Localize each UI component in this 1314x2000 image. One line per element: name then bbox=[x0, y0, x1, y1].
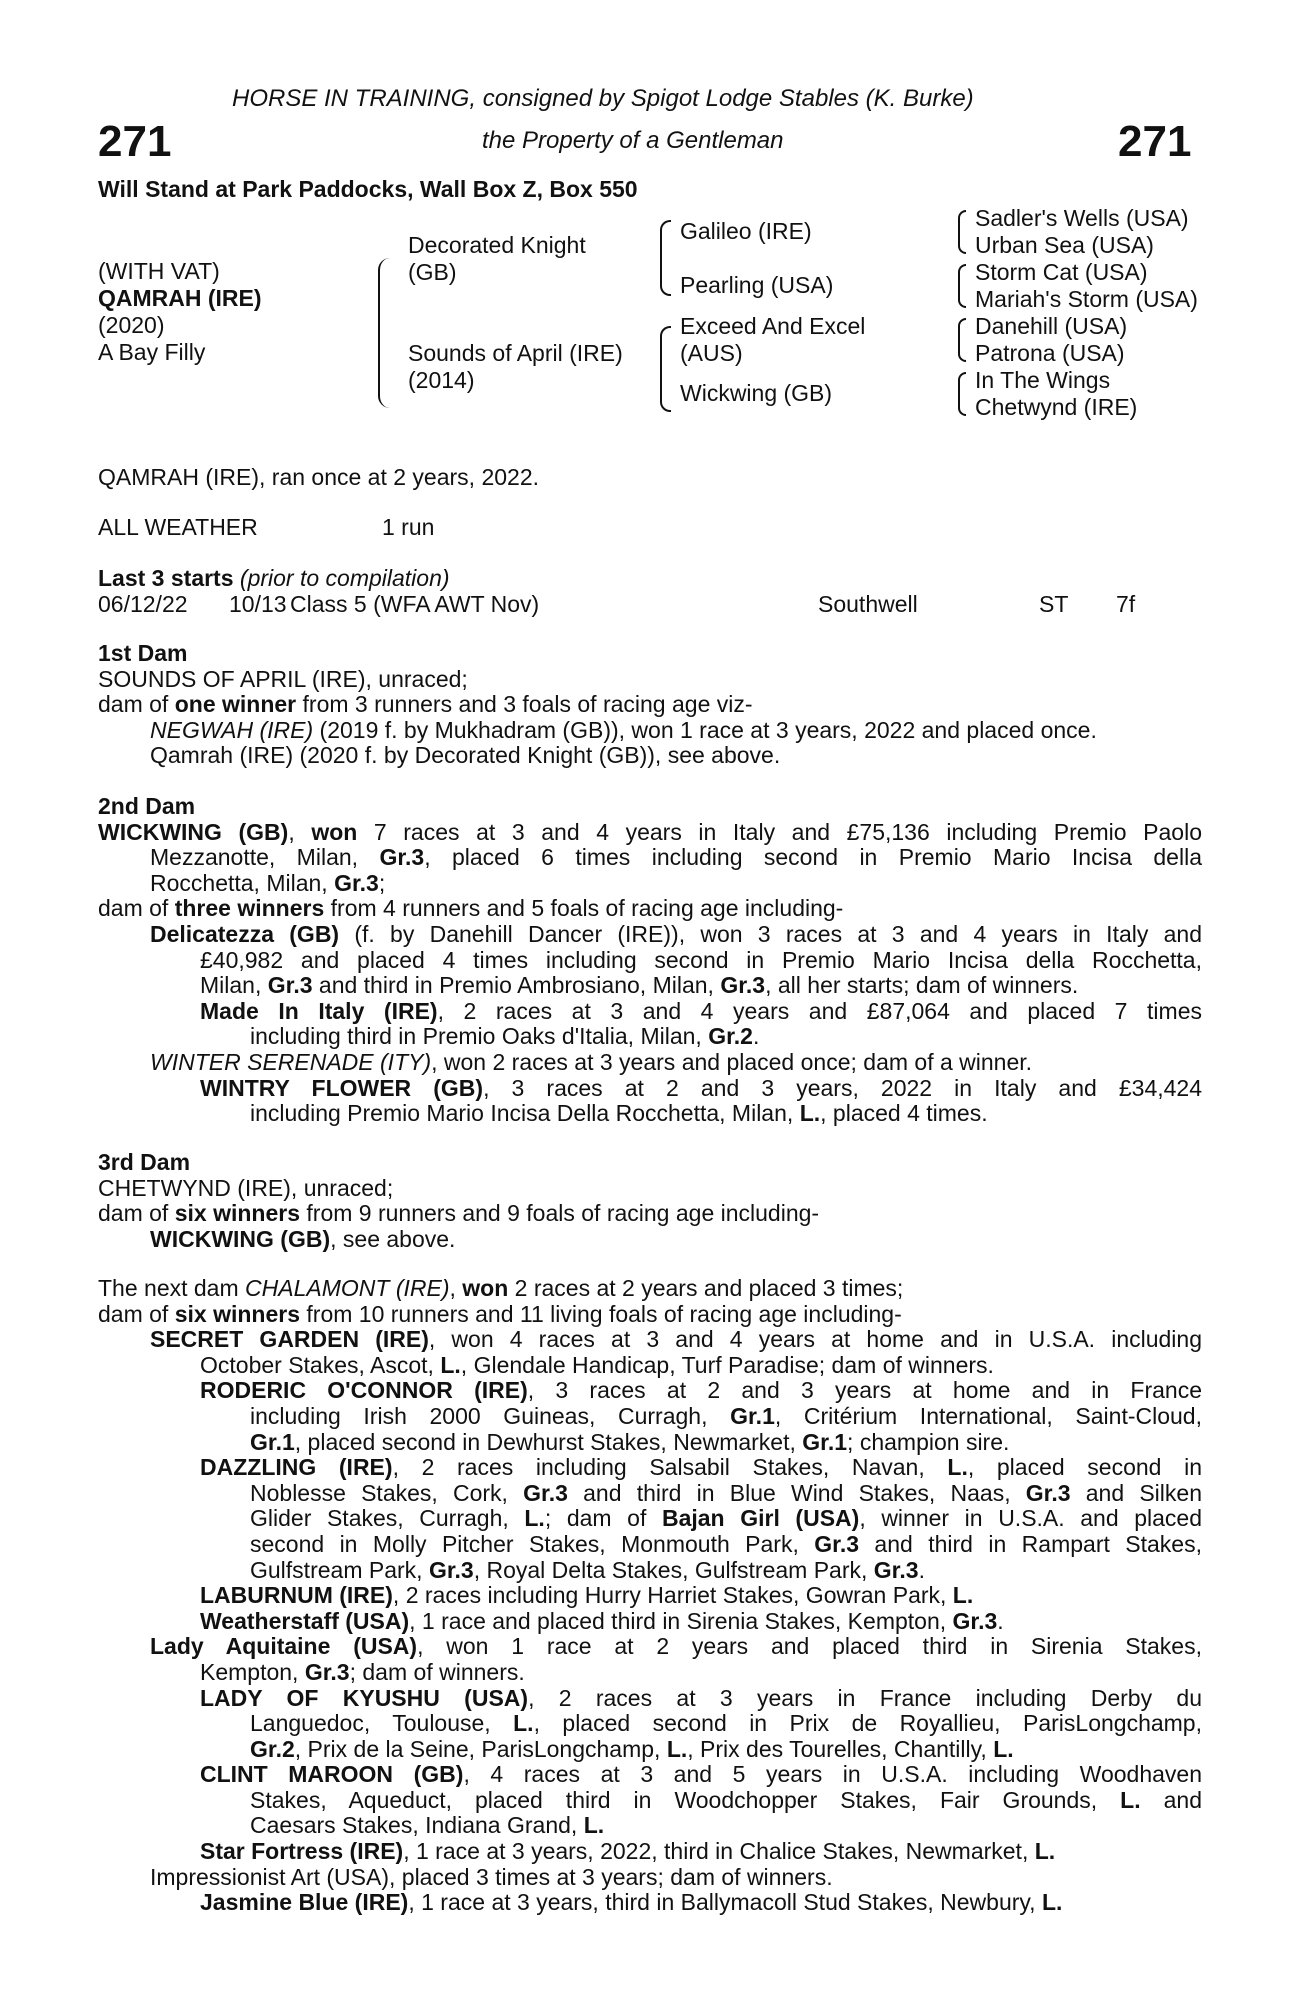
next-dam-produce-line: dam of six winners from 10 runners and 11 living foals of racing age including- bbox=[98, 1300, 902, 1327]
surface-label: ALL WEATHER bbox=[98, 514, 258, 540]
dam-dam: Wickwing (GB) bbox=[680, 380, 833, 406]
first-dam-produce-line: dam of one winner from 3 runners and 3 foals of racing age viz- bbox=[98, 691, 753, 718]
start-position: 10/13 bbox=[229, 591, 287, 617]
roderic-line-1: RODERIC O'CONNOR (IRE), 3 races at 2 and 3 years at home and in France bbox=[200, 1377, 1202, 1404]
last-starts-label: Last 3 starts bbox=[98, 565, 234, 591]
lot-number-right: 271 bbox=[1118, 117, 1192, 166]
secret-garden-line-1: SECRET GARDEN (IRE), won 4 races at 3 and 4 years at home and in U.S.A. including bbox=[150, 1326, 1202, 1353]
pedigree-gen3-6: Patrona (USA) bbox=[975, 340, 1125, 366]
pedigree-gen3-2: Urban Sea (USA) bbox=[975, 232, 1154, 258]
made-in-italy-line-2: including third in Premio Oaks d'Italia, Milan, Gr.2. bbox=[250, 1023, 760, 1050]
pedigree-brace-main bbox=[378, 258, 394, 408]
delicatezza-line-1: Delicatezza (GB) (f. by Danehill Dancer (IRE)), won 3 races at 3 and 4 years in Italy and bbox=[150, 920, 1203, 947]
first-dam-title: 1st Dam bbox=[98, 640, 188, 666]
second-dam-line-2: Mezzanotte, Milan, Gr.3, placed 6 times including second in Premio Mario Incisa della bbox=[150, 844, 1202, 871]
pedigree-gen3-7: In The Wings bbox=[975, 367, 1111, 393]
pedigree-gen3-3: Storm Cat (USA) bbox=[975, 259, 1148, 285]
lady-of-kyushu-line-1: LADY OF KYUSHU (USA), 2 races at 3 years in France including Derby du bbox=[200, 1684, 1202, 1711]
pedigree-brace-sire bbox=[660, 220, 671, 296]
lady-of-kyushu-line-2: Languedoc, Toulouse, L., placed second in Prix de Royallieu, ParisLongchamp, bbox=[250, 1710, 1202, 1737]
sire-line1: Decorated Knight bbox=[408, 232, 586, 258]
second-dam-title: 2nd Dam bbox=[98, 793, 196, 819]
third-dam-foal-line: WICKWING (GB), see above. bbox=[150, 1225, 456, 1252]
roderic-line-3: Gr.1, placed second in Dewhurst Stakes, Newmarket, Gr.1; champion sire. bbox=[250, 1428, 1010, 1455]
lady-aquitaine-line-1: Lady Aquitaine (USA), won 1 race at 2 years and placed third in Sirenia Stakes, bbox=[150, 1633, 1202, 1660]
wintry-flower-line-1: WINTRY FLOWER (GB), 3 races at 2 and 3 years, 2022 in Italy and £34,424 bbox=[200, 1074, 1203, 1101]
horse-name: QAMRAH (IRE) bbox=[98, 285, 262, 311]
dam-line2: (2014) bbox=[408, 367, 475, 393]
impressionist-art-line: Impressionist Art (USA), placed 3 times at 3 years; dam of winners. bbox=[150, 1863, 833, 1890]
wintry-flower-line-2: including Premio Mario Incisa Della Rocchetta, Milan, L., placed 4 times. bbox=[250, 1100, 988, 1127]
consignor-line: HORSE IN TRAINING, consigned by Spigot Lodge Stables (K. Burke) bbox=[232, 85, 974, 112]
start-class: Class 5 (WFA AWT Nov) bbox=[290, 591, 540, 617]
last-starts-note: (prior to compilation) bbox=[239, 565, 450, 591]
pedigree-brace-g1 bbox=[958, 210, 966, 254]
last-starts-heading bbox=[98, 565, 450, 591]
second-dam-section bbox=[98, 794, 1202, 1127]
second-dam-line-3: Rocchetta, Milan, Gr.3; bbox=[150, 869, 386, 896]
dam-sire-line1: Exceed And Excel bbox=[680, 313, 866, 339]
delicatezza-line-2: £40,982 and placed 4 times including second in Premio Mario Incisa della Rocchetta, bbox=[200, 946, 1202, 973]
secret-garden-line-2: October Stakes, Ascot, L., Glendale Handicap, Turf Paradise; dam of winners. bbox=[200, 1351, 994, 1378]
sire-sire: Galileo (IRE) bbox=[680, 218, 812, 244]
second-dam-produce-line: dam of three winners from 4 runners and 5 foals of racing age including- bbox=[98, 895, 844, 922]
horse-year: (2020) bbox=[98, 312, 165, 338]
first-dam-foal-2: Qamrah (IRE) (2020 f. by Decorated Knight (GB)), see above. bbox=[150, 742, 781, 769]
first-dam-section bbox=[98, 641, 1202, 769]
pedigree-gen3-1: Sadler's Wells (USA) bbox=[975, 205, 1189, 231]
weatherstaff-line: Weatherstaff (USA), 1 race and placed third in Sirenia Stakes, Kempton, Gr.3. bbox=[200, 1607, 1004, 1634]
location-line: Will Stand at Park Paddocks, Wall Box Z, Box 550 bbox=[98, 176, 638, 202]
dam-line1: Sounds of April (IRE) bbox=[408, 340, 623, 366]
third-dam-section bbox=[98, 1150, 1202, 1252]
surface-runs: 1 run bbox=[382, 514, 435, 540]
star-fortress-line: Star Fortress (IRE), 1 race at 3 years, 2022, third in Chalice Stakes, Newmarket, L. bbox=[200, 1838, 1056, 1865]
start-date: 06/12/22 bbox=[98, 591, 188, 617]
start-distance: 7f bbox=[1116, 591, 1136, 617]
pedigree-brace-g3 bbox=[958, 318, 966, 362]
pedigree-brace-g2 bbox=[958, 264, 966, 308]
dazzling-line-5: Gulfstream Park, Gr.3, Royal Delta Stakes, Gulfstream Park, Gr.3. bbox=[250, 1556, 925, 1583]
dazzling-line-1: DAZZLING (IRE), 2 races including Salsabil Stakes, Navan, L., placed second in bbox=[200, 1454, 1202, 1481]
pedigree-gen3-5: Danehill (USA) bbox=[975, 313, 1128, 339]
start-going: ST bbox=[1039, 591, 1069, 617]
next-dam-line: The next dam CHALAMONT (IRE), won 2 races at 2 years and placed 3 times; bbox=[98, 1275, 904, 1301]
clint-maroon-line-1: CLINT MAROON (GB), 4 races at 3 and 5 years in U.S.A. including Woodhaven bbox=[200, 1761, 1202, 1788]
lady-aquitaine-line-2: Kempton, Gr.3; dam of winners. bbox=[200, 1658, 525, 1685]
lady-of-kyushu-line-3: Gr.2, Prix de la Seine, ParisLongchamp, L., Prix des Tourelles, Chantilly, L. bbox=[250, 1735, 1014, 1762]
next-dam-section bbox=[98, 1276, 1202, 1916]
pedigree-brace-g4 bbox=[958, 372, 966, 416]
clint-maroon-line-2: Stakes, Aqueduct, placed third in Woodchopper Stakes, Fair Grounds, L. and bbox=[250, 1786, 1203, 1813]
dam-sire-line2: (AUS) bbox=[680, 340, 743, 366]
horse-description: A Bay Filly bbox=[98, 339, 206, 365]
laburnum-line: LABURNUM (IRE), 2 races including Hurry Harriet Stakes, Gowran Park, L. bbox=[200, 1582, 974, 1609]
dazzling-line-3: Glider Stakes, Curragh, L.; dam of Bajan Girl (USA), winner in U.S.A. and placed bbox=[250, 1505, 1203, 1532]
dazzling-line-2: Noblesse Stakes, Cork, Gr.3 and third in Blue Wind Stakes, Naas, Gr.3 and Silken bbox=[250, 1479, 1202, 1506]
vat-label: (WITH VAT) bbox=[98, 258, 220, 284]
third-dam-title: 3rd Dam bbox=[98, 1149, 191, 1175]
pedigree-brace-dam bbox=[660, 326, 671, 412]
pedigree-gen3-8: Chetwynd (IRE) bbox=[975, 394, 1138, 420]
sire-dam: Pearling (USA) bbox=[680, 272, 834, 298]
second-dam-line-1: WICKWING (GB), won 7 races at 3 and 4 years in Italy and £75,136 including Premio Paolo bbox=[98, 818, 1202, 845]
delicatezza-line-3: Milan, Gr.3 and third in Premio Ambrosiano, Milan, Gr.3, all her starts; dam of winners. bbox=[200, 972, 1079, 999]
first-dam-line: SOUNDS OF APRIL (IRE), unraced; bbox=[98, 665, 468, 692]
made-in-italy-line-1: Made In Italy (IRE), 2 races at 3 and 4 years and £87,064 and placed 7 times bbox=[200, 997, 1202, 1024]
first-dam-foal-1: NEGWAH (IRE) (2019 f. by Mukhadram (GB)), won 1 race at 3 years, 2022 and placed once. bbox=[150, 716, 1097, 743]
sire-line2: (GB) bbox=[408, 259, 457, 285]
dazzling-line-4: second in Molly Pitcher Stakes, Monmouth Park, Gr.3 and third in Rampart Stakes, bbox=[250, 1530, 1202, 1557]
jasmine-blue-line: Jasmine Blue (IRE), 1 race at 3 years, third in Ballymacoll Stud Stakes, Newbury, L. bbox=[200, 1889, 1063, 1916]
pedigree-gen3-4: Mariah's Storm (USA) bbox=[975, 286, 1198, 312]
race-summary: QAMRAH (IRE), ran once at 2 years, 2022. bbox=[98, 464, 540, 490]
third-dam-line: CHETWYND (IRE), unraced; bbox=[98, 1174, 394, 1201]
start-course: Southwell bbox=[818, 591, 918, 617]
clint-maroon-line-3: Caesars Stakes, Indiana Grand, L. bbox=[250, 1812, 605, 1839]
property-line: the Property of a Gentleman bbox=[482, 127, 784, 154]
lot-number-left: 271 bbox=[98, 117, 172, 166]
third-dam-produce-line: dam of six winners from 9 runners and 9 foals of racing age including- bbox=[98, 1200, 820, 1227]
winter-serenade-line: WINTER SERENADE (ITY), won 2 races at 3 years and placed once; dam of a winner. bbox=[150, 1048, 1033, 1075]
roderic-line-2: including Irish 2000 Guineas, Curragh, Gr.1, Critérium International, Saint-Cloud, bbox=[250, 1402, 1202, 1429]
